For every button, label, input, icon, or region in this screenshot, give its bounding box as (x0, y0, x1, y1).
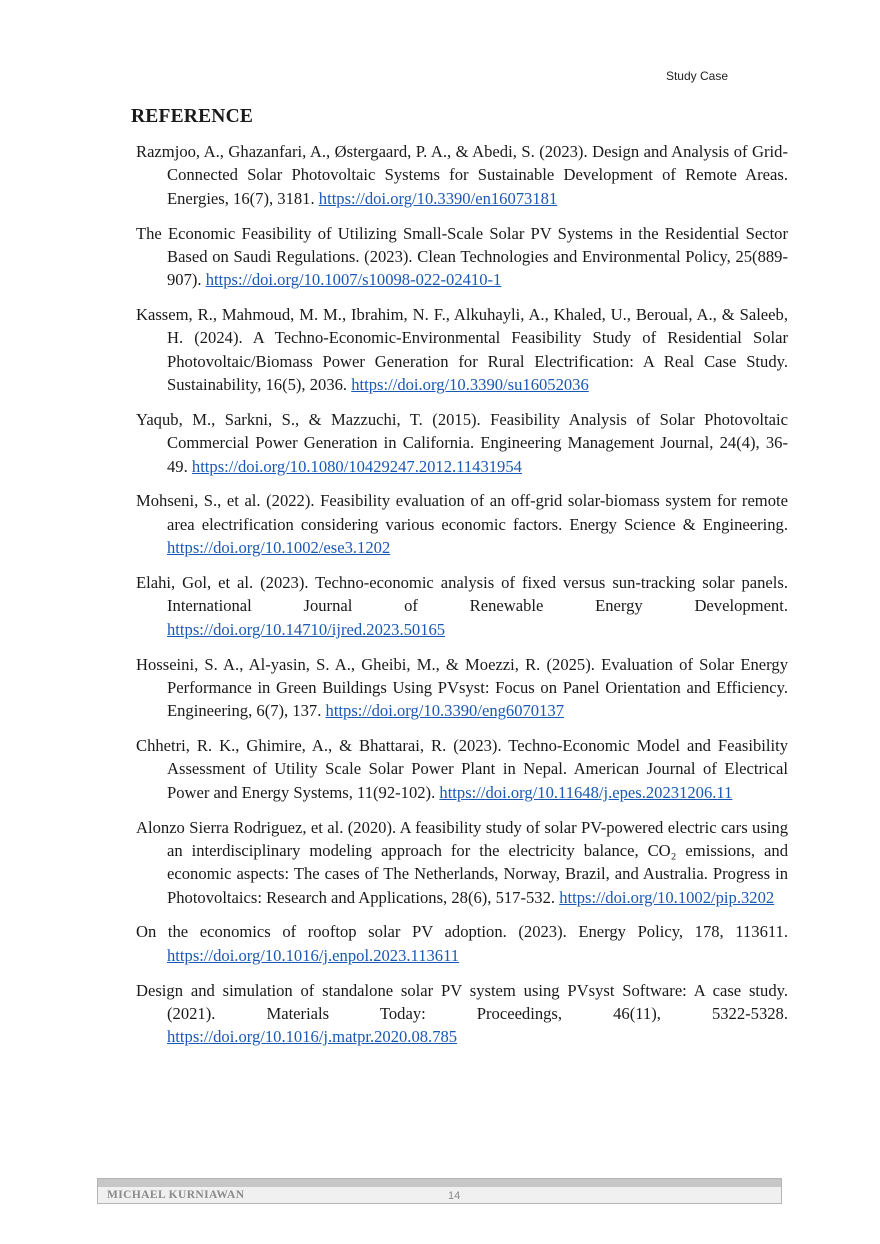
reference-text: On the economics of rooftop solar PV adoption. (2023). Energy Policy, 178, 113611. (136, 922, 788, 942)
reference-item (136, 489, 788, 559)
reference-text: Mohseni, S., et al. (2022). Feasibility evaluation of an off-grid solar-biomass system for remote area electrification considering various economic factors. Energy Science & Engineering. (136, 491, 788, 534)
reference-item (136, 816, 788, 910)
reference-list (136, 140, 788, 1060)
reference-text: Chhetri, R. K., Ghimire, A., & Bhattarai, R. (2023). Techno-Economic Model and Feasibility Assessment of Utility Scale Solar Power Plant in Nepal. American Journal of Electrical Power and Energy Systems, 11(92-102). (136, 736, 788, 802)
reference-text: Elahi, Gol, et al. (2023). Techno-economic analysis of fixed versus sun-tracking solar panels. International Journal of Renewable Energy Development. (136, 572, 788, 616)
reference-text: Alonzo Sierra Rodriguez, et al. (2020). A feasibility study of solar PV-powered electric cars using an interdisciplinary modeling approach for the electricity balance, CO₂ emissions, and economic aspects: The cases of The Netherlands, Norway, Brazil, and Australia. Progress in Photovoltaics: Research and Applications, 28(6), 517-532. (136, 817, 788, 907)
reference-item (136, 222, 788, 292)
doi-link[interactable]: https://doi.org/10.3390/eng6070137 (325, 701, 564, 721)
reference-text: Yaqub, M., Sarkni, S., & Mazzuchi, T. (2015). Feasibility Analysis of Solar Photovoltaic Commercial Power Generation in California. Engineering Management Journal, 24(4), 36-49. (136, 409, 788, 476)
doi-link[interactable]: https://doi.org/10.1016/j.enpol.2023.113611 (167, 945, 460, 965)
reference-item (136, 571, 788, 641)
reference-item (136, 408, 788, 478)
reference-item (136, 653, 788, 723)
reference-text: The Economic Feasibility of Utilizing Small-Scale Solar PV Systems in the Residential Sector Based on Saudi Regulations. (2023). Clean Technologies and Environmental Policy, 25(889-907). (136, 223, 788, 290)
reference-text: Hosseini, S. A., Al-yasin, S. A., Gheibi, M., & Moezzi, R. (2025). Evaluation of Solar Energy Performance in Green Buildings Using PVsyst: Focus on Panel Orientation and Efficiency. Engineering, 6(7), 137. (136, 654, 788, 721)
doi-link[interactable]: https://doi.org/10.1007/s10098-022-02410-1 (205, 270, 502, 290)
reference-text: Design and simulation of standalone solar PV system using PVsyst Software: A case study. (2021). Materials Today: Proceedings, 46(11), 5322-5328. (136, 980, 788, 1023)
doi-link[interactable]: https://doi.org/10.1002/pip.3202 (559, 887, 775, 907)
reference-item (136, 979, 788, 1049)
reference-item (136, 734, 788, 804)
doi-link[interactable]: https://doi.org/10.1002/ese3.1202 (167, 538, 391, 558)
doi-link[interactable]: https://doi.org/10.11648/j.epes.20231206.11 (439, 782, 733, 802)
doi-link[interactable]: https://doi.org/10.1016/j.matpr.2020.08.785 (167, 1027, 458, 1047)
page-number: 14 (448, 1190, 461, 1202)
reference-text: Kassem, R., Mahmoud, M. M., Ibrahim, N. F., Alkuhayli, A., Khaled, U., Beroual, A., & Saleeb, H. (2024). A Techno-Economic-Environmental Feasibility Study of Residential Solar Photovoltaic/Biomass Power Generation for Rural Electrification: A Real Case Study. Sustainability, 16(5), 2036. (136, 305, 788, 395)
page-title: REFERENCE (131, 106, 254, 127)
running-header: Study Case (665, 69, 728, 83)
reference-item (136, 920, 788, 967)
footer-author: MICHAEL KURNIAWAN (107, 1189, 245, 1201)
doi-link[interactable]: https://doi.org/10.3390/en16073181 (318, 188, 558, 208)
doi-link[interactable]: https://doi.org/10.3390/su16052036 (351, 375, 589, 395)
reference-text: Razmjoo, A., Ghazanfari, A., Østergaard, P. A., & Abedi, S. (2023). Design and Analysis of Grid-Connected Solar Photovoltaic Systems for Sustainable Development of Remote Areas. Energies, 16(7), 3181. (136, 142, 788, 208)
reference-item (136, 140, 788, 210)
doi-link[interactable]: https://doi.org/10.14710/ijred.2023.50165 (167, 619, 446, 639)
reference-item (136, 303, 788, 397)
doi-link[interactable]: https://doi.org/10.1080/10429247.2012.11431954 (191, 456, 522, 476)
